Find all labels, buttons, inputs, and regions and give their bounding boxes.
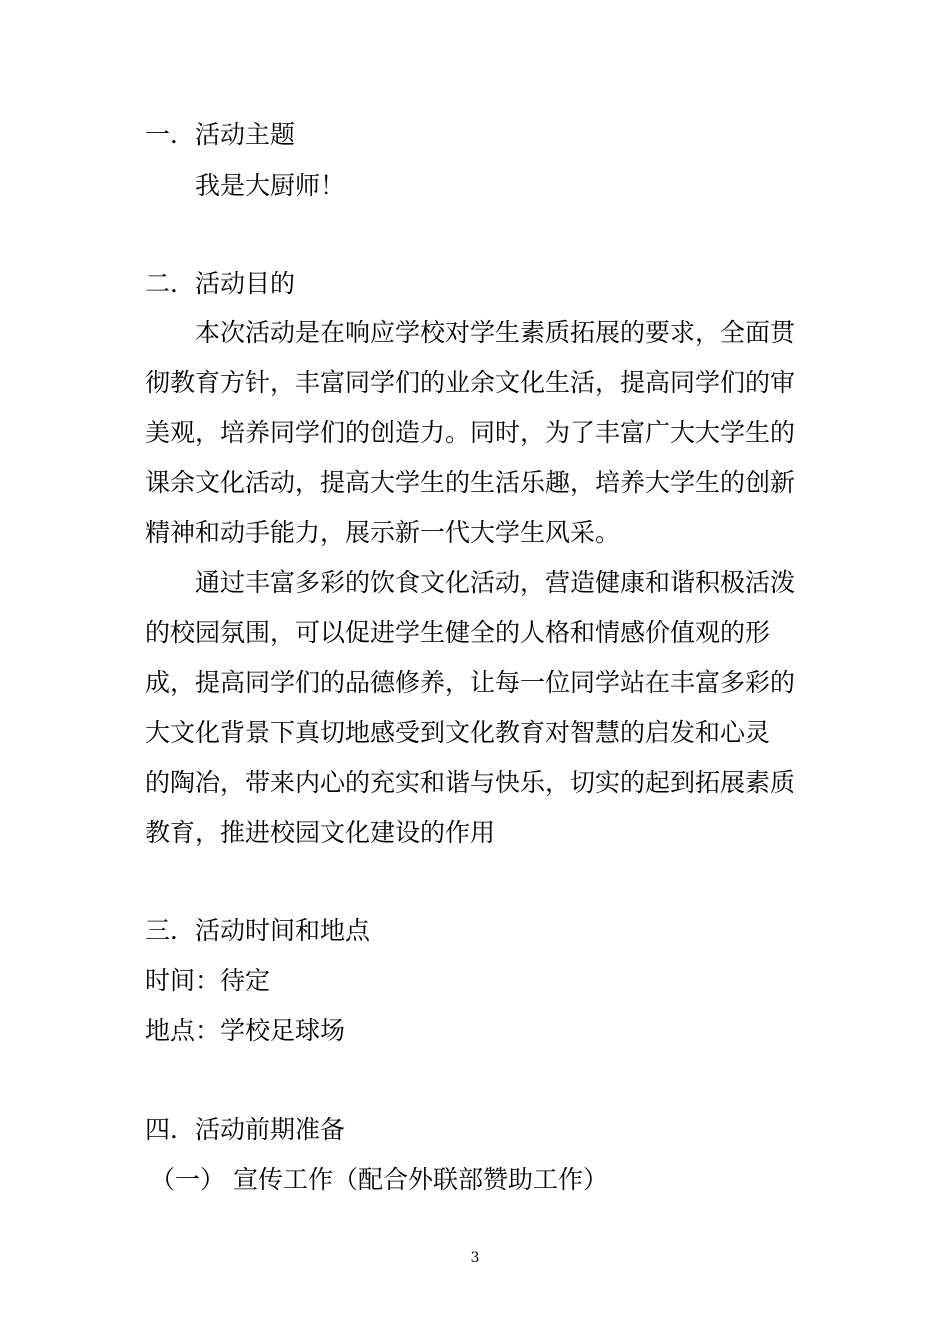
purpose-paragraph-1-line-2: 彻教育方针，丰富同学们的业余文化生活，提高同学们的审 (145, 368, 796, 397)
theme-text: 我是大厨师！ (195, 171, 346, 200)
purpose-paragraph-2-line-1: 通过丰富多彩的饮食文化活动，营造健康和谐积极活泼 (195, 568, 796, 597)
page-number: 3 (470, 1250, 480, 1266)
purpose-paragraph-1-line-3: 美观，培养同学们的创造力。同时，为了丰富广大大学生的 (145, 418, 796, 447)
purpose-paragraph-2-line-6: 教育，推进校园文化建设的作用 (145, 818, 496, 847)
purpose-paragraph-2-line-4: 大文化背景下真切地感受到文化教育对智慧的启发和心灵 (145, 718, 771, 747)
purpose-paragraph-1-line-4: 课余文化活动，提高大学生的生活乐趣，培养大学生的创新 (145, 468, 796, 497)
place-text: 地点：学校足球场 (145, 1016, 346, 1045)
subsection-publicity: （一） 宣传工作（配合外联部赞助工作） (150, 1165, 608, 1194)
time-text: 时间：待定 (145, 966, 271, 995)
section-heading-preparation: 四．活动前期准备 (145, 1115, 346, 1144)
purpose-paragraph-1-line-5: 精神和动手能力，展示新一代大学生风采。 (145, 518, 621, 547)
section-heading-time-place: 三．活动时间和地点 (145, 916, 371, 945)
purpose-paragraph-2-line-3: 成，提高同学们的品德修养，让每一位同学站在丰富多彩的 (145, 668, 796, 697)
section-heading-theme: 一．活动主题 (145, 120, 296, 149)
purpose-paragraph-1-line-1: 本次活动是在响应学校对学生素质拓展的要求，全面贯 (195, 318, 796, 347)
purpose-paragraph-2-line-5: 的陶冶，带来内心的充实和谐与快乐，切实的起到拓展素质 (145, 768, 796, 797)
section-heading-purpose: 二．活动目的 (145, 269, 296, 298)
purpose-paragraph-2-line-2: 的校园氛围，可以促进学生健全的人格和情感价值观的形 (145, 618, 771, 647)
